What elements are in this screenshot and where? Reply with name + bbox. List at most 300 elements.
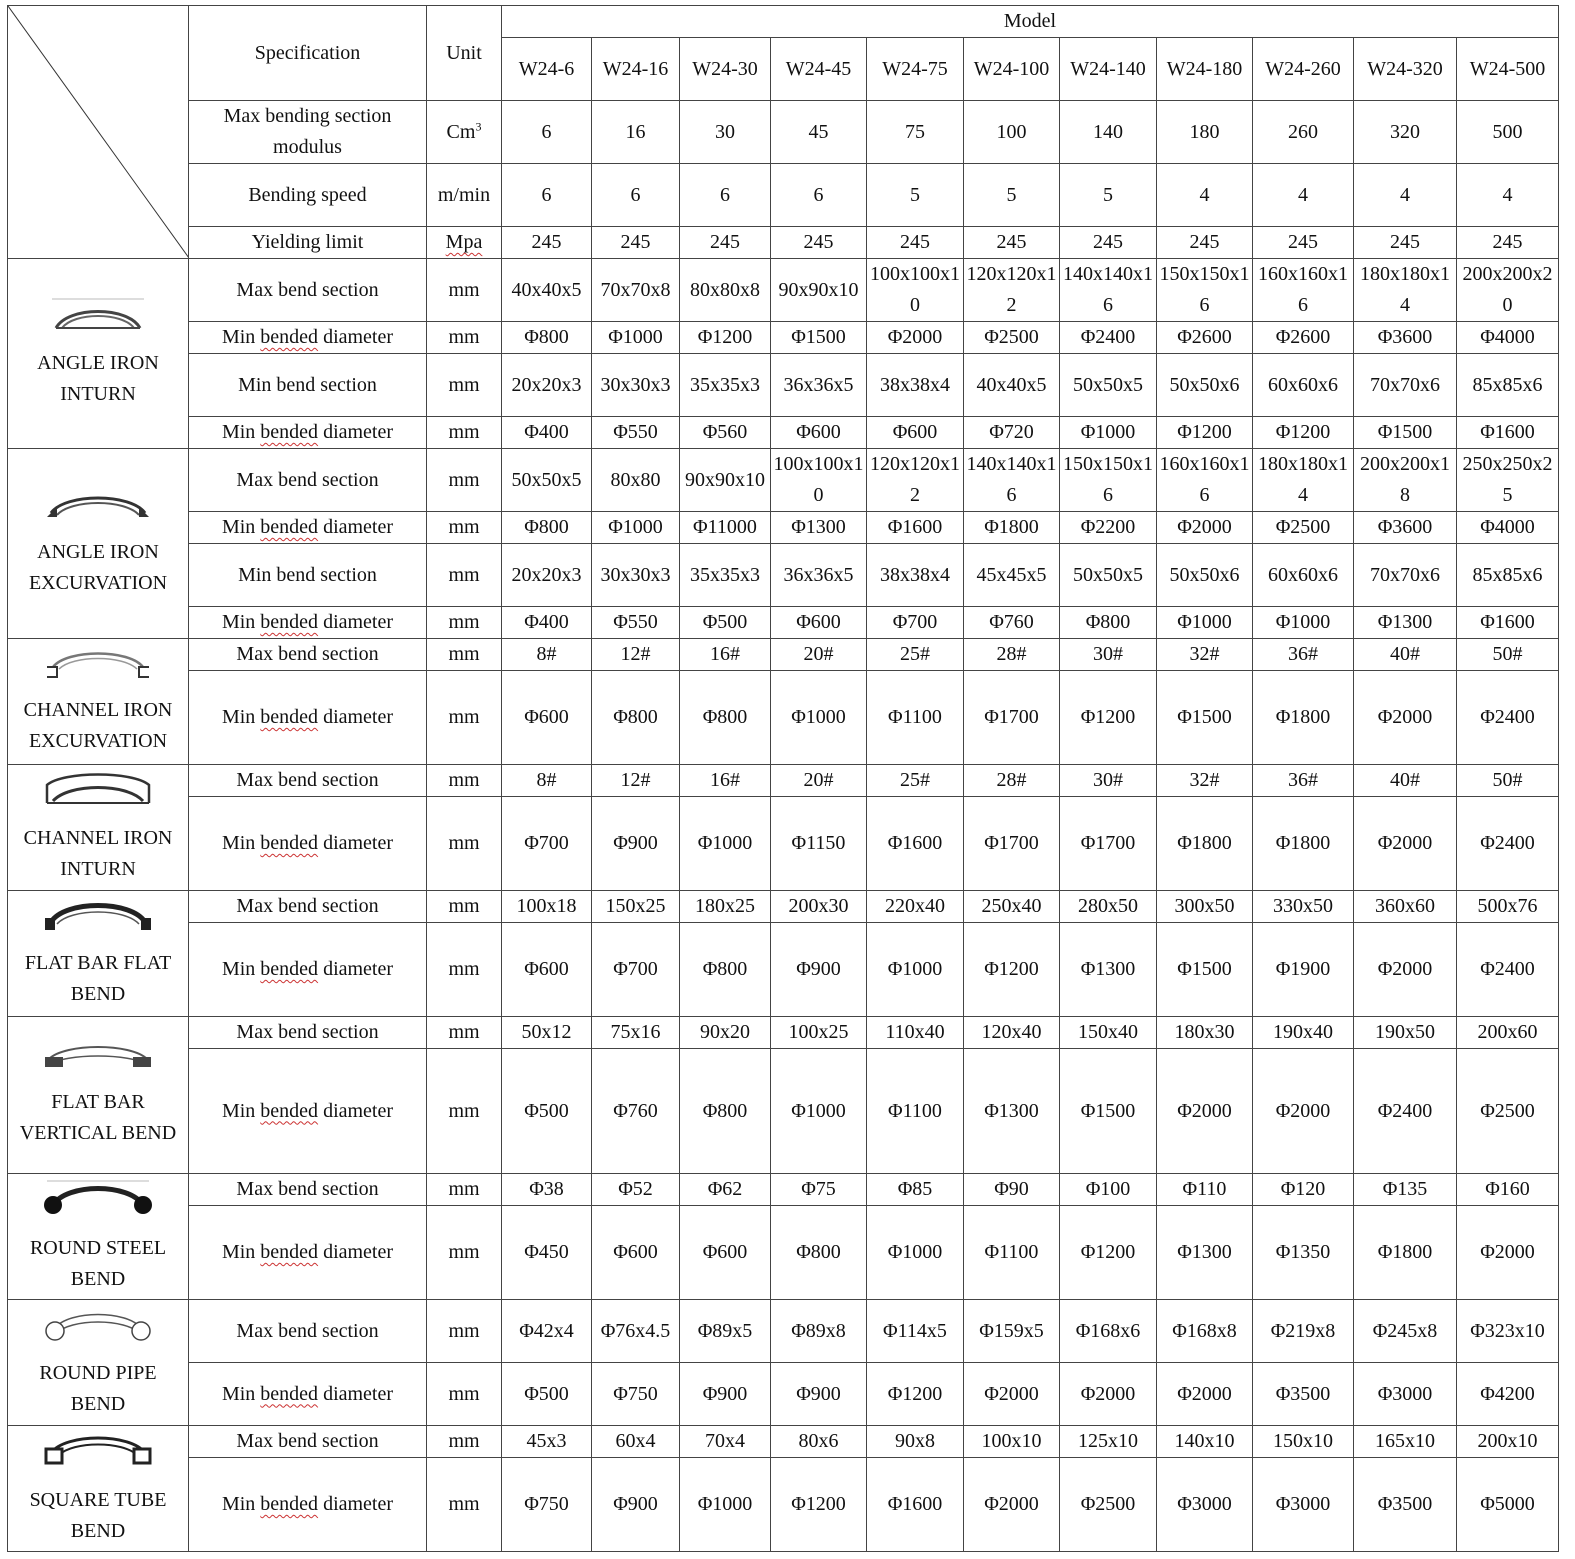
value-cell: 60x4	[592, 1426, 680, 1458]
value-cell: 120x120x12	[867, 449, 964, 512]
unit-cell: mm	[427, 797, 502, 891]
value-cell: Φ1600	[1457, 607, 1559, 639]
value-cell: 120x120x12	[964, 259, 1060, 322]
value-cell: 180x180x14	[1253, 449, 1354, 512]
specification-header: Specification	[189, 6, 427, 101]
value-cell: Φ75	[771, 1174, 867, 1206]
spec-label	[189, 1426, 427, 1458]
value-cell: 25#	[867, 765, 964, 797]
spec-text: Max bend section	[236, 1178, 379, 1200]
unit-cell: mm	[427, 1017, 502, 1049]
value-cell: Φ3000	[1157, 1458, 1253, 1552]
value-cell: Φ1800	[1253, 671, 1354, 765]
value-cell: Φ2000	[1157, 1363, 1253, 1426]
value-cell: Φ700	[592, 923, 680, 1017]
spec-label	[189, 923, 427, 1017]
value-cell: 38x38x4	[867, 544, 964, 607]
spec-text: Min bended diameter	[221, 832, 394, 854]
value-cell: Φ600	[771, 417, 867, 449]
section-row	[8, 1017, 1559, 1049]
value-cell: Φ400	[502, 607, 592, 639]
value-cell: Φ1300	[1157, 1206, 1253, 1300]
value-cell: 28#	[964, 639, 1060, 671]
spec-text: Yielding limit	[251, 231, 364, 253]
value-cell: 90x90x10	[771, 259, 867, 322]
unit-cell: mm	[427, 1426, 502, 1458]
value-cell: Φ800	[502, 512, 592, 544]
value-cell: 80x80	[592, 449, 680, 512]
value-cell: 245	[680, 227, 771, 259]
category-cell	[8, 639, 189, 765]
value-cell: 5	[964, 164, 1060, 227]
wavy-word: bended	[260, 1382, 319, 1405]
value-cell: 12#	[592, 639, 680, 671]
unit-cell: mm	[427, 544, 502, 607]
category-name: CHANNEL IRON EXCURVATION	[23, 698, 173, 752]
value-cell: Φ2400	[1457, 671, 1559, 765]
unit-cell: mm	[427, 417, 502, 449]
value-cell: Φ1150	[771, 797, 867, 891]
value-cell: 50x12	[502, 1017, 592, 1049]
value-cell: Φ1200	[1060, 671, 1157, 765]
value-cell: 20x20x3	[502, 544, 592, 607]
spec-text: Max bend section	[236, 895, 379, 917]
section-row	[8, 765, 1559, 797]
value-cell: Φ89x8	[771, 1300, 867, 1363]
value-cell: Φ900	[592, 1458, 680, 1552]
spec-label	[189, 1174, 427, 1206]
value-cell: 200x30	[771, 891, 867, 923]
spec-label	[189, 1363, 427, 1426]
value-cell: Φ1100	[964, 1206, 1060, 1300]
category-name: ROUND STEEL BEND	[29, 1236, 167, 1290]
value-cell: 100	[964, 101, 1060, 164]
value-cell: Φ760	[964, 607, 1060, 639]
unit-cell: mm	[427, 449, 502, 512]
wavy-word: bended	[260, 421, 319, 443]
value-cell: Φ1500	[1060, 1049, 1157, 1174]
value-cell: Φ85	[867, 1174, 964, 1206]
spec-label: Max bending section modulus	[189, 101, 427, 164]
value-cell: 190x40	[1253, 1017, 1354, 1049]
value-cell: Φ38	[502, 1174, 592, 1206]
value-cell: 160x160x16	[1157, 449, 1253, 512]
section-row	[8, 1363, 1559, 1426]
value-cell: Φ2000	[1457, 1206, 1559, 1300]
value-cell: 80x80x8	[680, 259, 771, 322]
spec-text: Min bended diameter	[221, 706, 394, 728]
value-cell: Φ600	[502, 671, 592, 765]
value-cell: 85x85x6	[1457, 544, 1559, 607]
spec-label	[189, 671, 427, 765]
model-group-header: Model	[502, 6, 1559, 38]
value-cell: 245	[1157, 227, 1253, 259]
value-cell: 45	[771, 101, 867, 164]
spec-label	[189, 259, 427, 322]
spec-label	[189, 797, 427, 891]
value-cell: 500	[1457, 101, 1559, 164]
round-pipe-bend-icon	[10, 1306, 186, 1352]
round-steel-bend-icon	[10, 1179, 186, 1227]
model-header: W24-260	[1253, 38, 1354, 101]
value-cell: 250x250x25	[1457, 449, 1559, 512]
value-cell: Φ600	[502, 923, 592, 1017]
section-row	[8, 544, 1559, 607]
value-cell: Φ245x8	[1354, 1300, 1457, 1363]
value-cell: 160x160x16	[1253, 259, 1354, 322]
value-cell: Φ750	[592, 1363, 680, 1426]
value-cell: Φ760	[592, 1049, 680, 1174]
value-cell: Φ1100	[867, 1049, 964, 1174]
spec-text: Min bended diameter	[221, 611, 394, 633]
value-cell: Φ2000	[964, 1363, 1060, 1426]
value-cell: Φ800	[680, 923, 771, 1017]
value-cell: 75x16	[592, 1017, 680, 1049]
category-cell	[8, 449, 189, 639]
value-cell: Φ600	[867, 417, 964, 449]
value-cell: 40x40x5	[502, 259, 592, 322]
spec-text: Max bend section	[236, 769, 379, 791]
value-cell: 180x30	[1157, 1017, 1253, 1049]
value-cell: Φ1300	[771, 512, 867, 544]
value-cell: Φ1500	[1157, 923, 1253, 1017]
value-cell: 100x100x10	[867, 259, 964, 322]
value-cell: 330x50	[1253, 891, 1354, 923]
value-cell: 25#	[867, 639, 964, 671]
value-cell: 100x100x10	[771, 449, 867, 512]
value-cell: Φ1600	[867, 797, 964, 891]
value-cell: 75	[867, 101, 964, 164]
value-cell: 245	[771, 227, 867, 259]
value-cell: Φ1500	[1157, 671, 1253, 765]
value-cell: Φ160	[1457, 1174, 1559, 1206]
section-row	[8, 1206, 1559, 1300]
value-cell: 36x36x5	[771, 354, 867, 417]
value-cell: Φ800	[502, 322, 592, 354]
unit-cell	[427, 101, 502, 164]
category-name: ANGLE IRON INTURN	[37, 351, 159, 405]
value-cell: 110x40	[867, 1017, 964, 1049]
value-cell: 36x36x5	[771, 544, 867, 607]
value-cell: 190x50	[1354, 1017, 1457, 1049]
unit-cell: mm	[427, 1458, 502, 1552]
value-cell: Φ1700	[1060, 797, 1157, 891]
spec-text: Min bended diameter	[221, 1382, 394, 1405]
spec-text: Min bend section	[238, 563, 377, 586]
value-cell: Φ800	[592, 671, 680, 765]
wavy-word: bended	[260, 326, 319, 348]
spec-label: Bending speed	[189, 164, 427, 227]
header-row	[8, 6, 1559, 38]
value-cell: 6	[502, 101, 592, 164]
spec-text: Max bend section	[236, 643, 379, 665]
value-cell: Φ1300	[964, 1049, 1060, 1174]
value-cell: 4	[1354, 164, 1457, 227]
value-cell: 100x25	[771, 1017, 867, 1049]
category-cell	[8, 891, 189, 1017]
value-cell: 180x180x14	[1354, 259, 1457, 322]
value-cell: 140	[1060, 101, 1157, 164]
value-cell: Φ11000	[680, 512, 771, 544]
value-cell: 50x50x5	[502, 449, 592, 512]
value-cell: 6	[771, 164, 867, 227]
value-cell: 245	[1060, 227, 1157, 259]
value-cell: 245	[1253, 227, 1354, 259]
value-cell: Φ2000	[1157, 512, 1253, 544]
spec-label	[189, 891, 427, 923]
unit-cell: mm	[427, 607, 502, 639]
category-name: SQUARE TUBE BEND	[29, 1488, 167, 1542]
value-cell: Φ900	[592, 797, 680, 891]
model-header: W24-16	[592, 38, 680, 101]
specification-table	[7, 5, 1559, 1552]
value-cell: Φ1600	[867, 512, 964, 544]
value-cell: Φ1500	[1354, 417, 1457, 449]
spec-label	[189, 765, 427, 797]
value-cell: Φ52	[592, 1174, 680, 1206]
value-cell: 20x20x3	[502, 354, 592, 417]
section-row	[8, 923, 1559, 1017]
value-cell: Φ90	[964, 1174, 1060, 1206]
value-cell: Φ800	[1060, 607, 1157, 639]
value-cell: 20#	[771, 765, 867, 797]
category-cell	[8, 259, 189, 449]
value-cell: 16#	[680, 639, 771, 671]
spec-label	[189, 227, 427, 259]
value-cell: 12#	[592, 765, 680, 797]
category-name: ANGLE IRON EXCURVATION	[28, 540, 168, 594]
value-cell: 150x25	[592, 891, 680, 923]
value-cell: Φ400	[502, 417, 592, 449]
value-cell: 200x200x18	[1354, 449, 1457, 512]
value-cell: Φ800	[680, 671, 771, 765]
flat-bar-flat-bend-icon	[10, 898, 186, 942]
value-cell: Φ1800	[1157, 797, 1253, 891]
value-cell: 260	[1253, 101, 1354, 164]
spec-label	[189, 1458, 427, 1552]
angle-iron-excurvation-icon	[10, 489, 186, 531]
unit-cell: mm	[427, 512, 502, 544]
value-cell: 32#	[1157, 639, 1253, 671]
value-cell: 70x70x6	[1354, 354, 1457, 417]
value-cell: 180x25	[680, 891, 771, 923]
spec-text: Min bended diameter	[221, 516, 394, 538]
value-cell: Φ1200	[680, 322, 771, 354]
value-cell: Φ120	[1253, 1174, 1354, 1206]
value-cell: 6	[592, 164, 680, 227]
value-cell: Φ2500	[1457, 1049, 1559, 1174]
square-tube-bend-icon	[10, 1431, 186, 1479]
section-row	[8, 322, 1559, 354]
value-cell: 5	[1060, 164, 1157, 227]
model-header: W24-140	[1060, 38, 1157, 101]
value-cell: 30	[680, 101, 771, 164]
value-cell: Φ89x5	[680, 1300, 771, 1363]
value-cell: Φ110	[1157, 1174, 1253, 1206]
value-cell: Φ1700	[964, 797, 1060, 891]
value-cell: 50x50x5	[1060, 544, 1157, 607]
value-cell: 245	[592, 227, 680, 259]
value-cell: 250x40	[964, 891, 1060, 923]
value-cell: Φ2600	[1253, 322, 1354, 354]
value-cell: Φ1200	[1157, 417, 1253, 449]
category-cell	[8, 1017, 189, 1174]
unit-cell	[427, 164, 502, 227]
value-cell: 50x50x5	[1060, 354, 1157, 417]
value-cell: Φ2000	[1354, 797, 1457, 891]
spec-label	[189, 607, 427, 639]
value-cell: 40x40x5	[964, 354, 1060, 417]
value-cell: Φ2000	[964, 1458, 1060, 1552]
value-cell: Φ2000	[867, 322, 964, 354]
value-cell: Φ1000	[771, 671, 867, 765]
value-cell: Φ600	[592, 1206, 680, 1300]
value-cell: Φ168x8	[1157, 1300, 1253, 1363]
section-row	[8, 417, 1559, 449]
value-cell: Φ2500	[964, 322, 1060, 354]
spec-text: Max bend section	[236, 468, 379, 491]
value-cell: 70x4	[680, 1426, 771, 1458]
value-cell: 4	[1157, 164, 1253, 227]
value-cell: 16#	[680, 765, 771, 797]
model-header: W24-100	[964, 38, 1060, 101]
value-cell: 200x10	[1457, 1426, 1559, 1458]
value-cell: Φ500	[680, 607, 771, 639]
value-cell: 38x38x4	[867, 354, 964, 417]
value-cell: Φ500	[502, 1363, 592, 1426]
value-cell: 30#	[1060, 765, 1157, 797]
spec-label	[189, 1300, 427, 1363]
value-cell: Φ168x6	[1060, 1300, 1157, 1363]
spec-text: Max bend section	[236, 1319, 379, 1342]
value-cell: 165x10	[1354, 1426, 1457, 1458]
value-cell: Φ1800	[1354, 1206, 1457, 1300]
value-cell: Φ3500	[1354, 1458, 1457, 1552]
spec-label	[189, 322, 427, 354]
value-cell: Φ2400	[1354, 1049, 1457, 1174]
value-cell: Φ62	[680, 1174, 771, 1206]
value-cell: Φ4200	[1457, 1363, 1559, 1426]
value-cell: 70x70x6	[1354, 544, 1457, 607]
value-cell: 90x90x10	[680, 449, 771, 512]
value-cell: 70x70x8	[592, 259, 680, 322]
spec-label	[189, 544, 427, 607]
wavy-word: bended	[260, 1493, 319, 1515]
value-cell: 8#	[502, 765, 592, 797]
value-cell: Φ1000	[1157, 607, 1253, 639]
value-cell: 6	[502, 164, 592, 227]
value-cell: Φ1000	[680, 1458, 771, 1552]
value-cell: Φ800	[771, 1206, 867, 1300]
value-cell: Φ450	[502, 1206, 592, 1300]
value-cell: Φ1000	[1253, 607, 1354, 639]
flat-bar-vertical-bend-icon	[10, 1041, 186, 1081]
section-row	[8, 1300, 1559, 1363]
value-cell: 45x45x5	[964, 544, 1060, 607]
value-cell: Φ159x5	[964, 1300, 1060, 1363]
value-cell: 500x76	[1457, 891, 1559, 923]
wavy-word: bended	[260, 1099, 319, 1122]
spec-label	[189, 1017, 427, 1049]
unit-cell: mm	[427, 923, 502, 1017]
value-cell: 140x140x16	[1060, 259, 1157, 322]
value-cell: Φ2000	[1157, 1049, 1253, 1174]
value-cell: Φ219x8	[1253, 1300, 1354, 1363]
value-cell: Φ1000	[867, 923, 964, 1017]
value-cell: Φ1000	[867, 1206, 964, 1300]
unit-cell: mm	[427, 765, 502, 797]
value-cell: 90x8	[867, 1426, 964, 1458]
unit-cell: mm	[427, 259, 502, 322]
unit-cell: mm	[427, 322, 502, 354]
value-cell: Φ1000	[592, 322, 680, 354]
wavy-word: bended	[260, 706, 319, 728]
model-header: W24-320	[1354, 38, 1457, 101]
value-cell: Φ2500	[1253, 512, 1354, 544]
value-cell: 300x50	[1157, 891, 1253, 923]
value-cell: Φ3500	[1253, 1363, 1354, 1426]
value-cell: Φ2400	[1457, 923, 1559, 1017]
value-cell: Φ2500	[1060, 1458, 1157, 1552]
unit-cell: mm	[427, 1174, 502, 1206]
category-cell	[8, 1300, 189, 1426]
section-row	[8, 354, 1559, 417]
spec-label	[189, 1049, 427, 1174]
value-cell: 40#	[1354, 639, 1457, 671]
value-cell: 5	[867, 164, 964, 227]
value-cell: Φ750	[502, 1458, 592, 1552]
value-cell: 120x40	[964, 1017, 1060, 1049]
value-cell: 245	[502, 227, 592, 259]
value-cell: 200x60	[1457, 1017, 1559, 1049]
value-cell: 35x35x3	[680, 544, 771, 607]
value-cell: Φ2000	[1354, 923, 1457, 1017]
model-header: W24-75	[867, 38, 964, 101]
value-cell: Φ2000	[1354, 671, 1457, 765]
value-cell: Φ720	[964, 417, 1060, 449]
section-row	[8, 449, 1559, 512]
category-name: FLAT BAR VERTICAL BEND	[19, 1091, 177, 1144]
value-cell: 360x60	[1354, 891, 1457, 923]
category-name: ROUND PIPE BEND	[39, 1361, 157, 1415]
value-cell: Φ1000	[1060, 417, 1157, 449]
value-cell: 20#	[771, 639, 867, 671]
unit-cell: mm	[427, 354, 502, 417]
value-cell: Φ1200	[964, 923, 1060, 1017]
value-cell: 100x10	[964, 1426, 1060, 1458]
value-cell: 150x10	[1253, 1426, 1354, 1458]
value-cell: 85x85x6	[1457, 354, 1559, 417]
category-name: FLAT BAR FLAT BEND	[24, 951, 172, 1005]
spec-text: Min bended diameter	[221, 958, 394, 980]
value-cell: Φ800	[680, 1049, 771, 1174]
wavy-word: bended	[260, 958, 319, 980]
value-cell: Φ1200	[1253, 417, 1354, 449]
unit-cell: mm	[427, 639, 502, 671]
unit-cell: mm	[427, 1049, 502, 1174]
section-row	[8, 797, 1559, 891]
value-cell: Φ2000	[1060, 1363, 1157, 1426]
value-cell: Φ1100	[867, 671, 964, 765]
value-cell: Φ700	[867, 607, 964, 639]
unit-text: Mpa	[445, 231, 483, 253]
value-cell: Φ76x4.5	[592, 1300, 680, 1363]
unit-superscript: 3	[475, 118, 482, 133]
section-row	[8, 259, 1559, 322]
value-cell: Φ1600	[1457, 417, 1559, 449]
value-cell: 280x50	[1060, 891, 1157, 923]
value-cell: Φ1200	[867, 1363, 964, 1426]
